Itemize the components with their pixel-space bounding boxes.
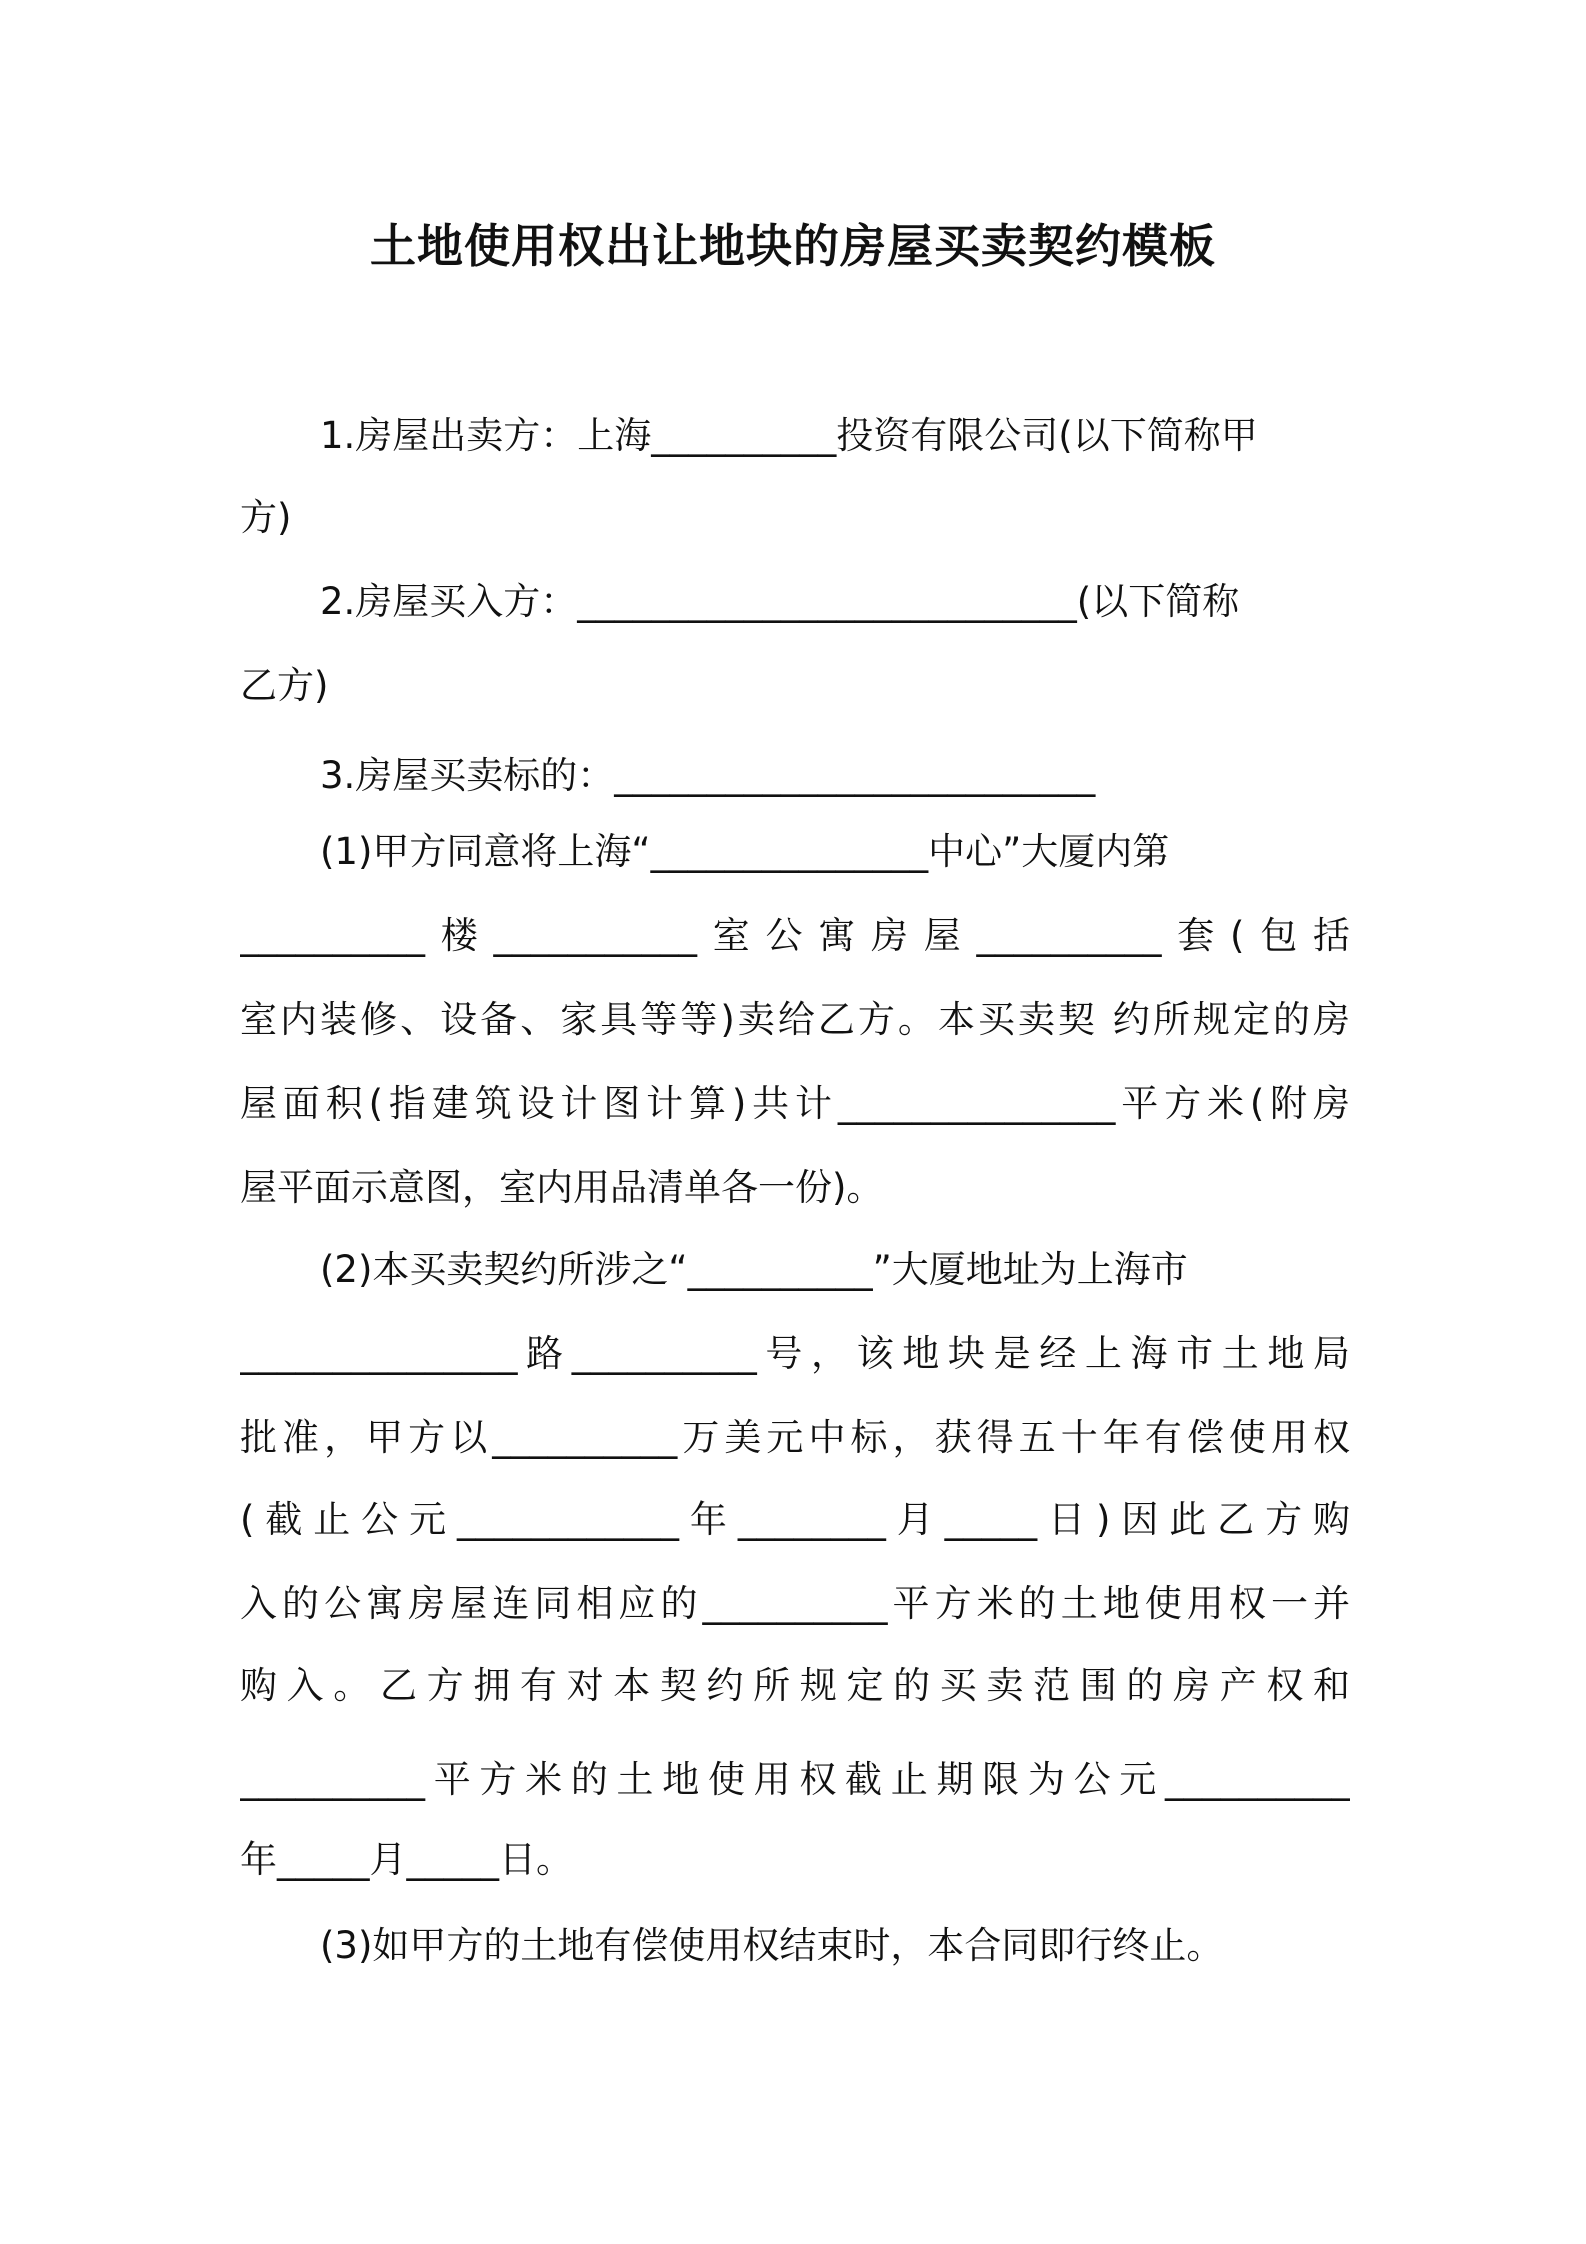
clause-3-2-line-1: (2)本买卖契约所涉之“__________”大厦地址为上海市 xyxy=(320,1248,1188,1291)
clause-3-2-line-8: 年_____月_____日。 xyxy=(240,1838,573,1881)
clause-3-1-line-2: __________楼___________室公寓房屋__________套(包括 xyxy=(240,914,1350,957)
clause-3-1-line-4: 屋面积(指建筑设计图计算)共计_______________平方米(附房 xyxy=(240,1082,1350,1125)
clause-3-2-line-5: 入的公寓房屋连同相应的__________平方米的土地使用权一并 xyxy=(240,1582,1350,1625)
clause-3-2-line-3: 批准，甲方以__________万美元中标，获得五十年有偿使用权 xyxy=(240,1416,1350,1459)
clause-1-seller-line-2: 方) xyxy=(240,496,292,539)
clause-3-2-line-2: _______________路__________号，该地块是经上海市土地局 xyxy=(240,1332,1350,1375)
clause-3-1-line-3: 室内装修、设备、家具等等)卖给乙方。本买卖契 约所规定的房 xyxy=(240,998,1350,1041)
document-title: 土地使用权出让地块的房屋买卖契约模板 xyxy=(370,219,1216,273)
clause-3-2-line-6: 购入。乙方拥有对本契约所规定的买卖范围的房产权和 xyxy=(240,1664,1350,1707)
clause-1-seller-line-1: 1.房屋出卖方：上海__________投资有限公司(以下简称甲 xyxy=(320,414,1258,457)
clause-2-buyer-line-1: 2.房屋买入方：___________________________(以下简称 xyxy=(320,580,1240,623)
clause-3-1-line-1: (1)甲方同意将上海“_______________中心”大厦内第 xyxy=(320,830,1170,873)
clause-2-buyer-line-2: 乙方) xyxy=(240,664,329,707)
clause-3-1-line-5: 屋平面示意图，室内用品清单各一份)。 xyxy=(240,1166,884,1209)
clause-3-3-line-1: (3)如甲方的土地有偿使用权结束时，本合同即行终止。 xyxy=(320,1924,1224,1967)
clause-3-subject-line: 3.房屋买卖标的：__________________________ xyxy=(320,754,1096,797)
clause-3-2-line-7: __________平方米的土地使用权截止期限为公元__________ xyxy=(240,1758,1350,1801)
clause-3-2-line-4: (截止公元____________年________月_____日)因此乙方购 xyxy=(240,1498,1350,1541)
